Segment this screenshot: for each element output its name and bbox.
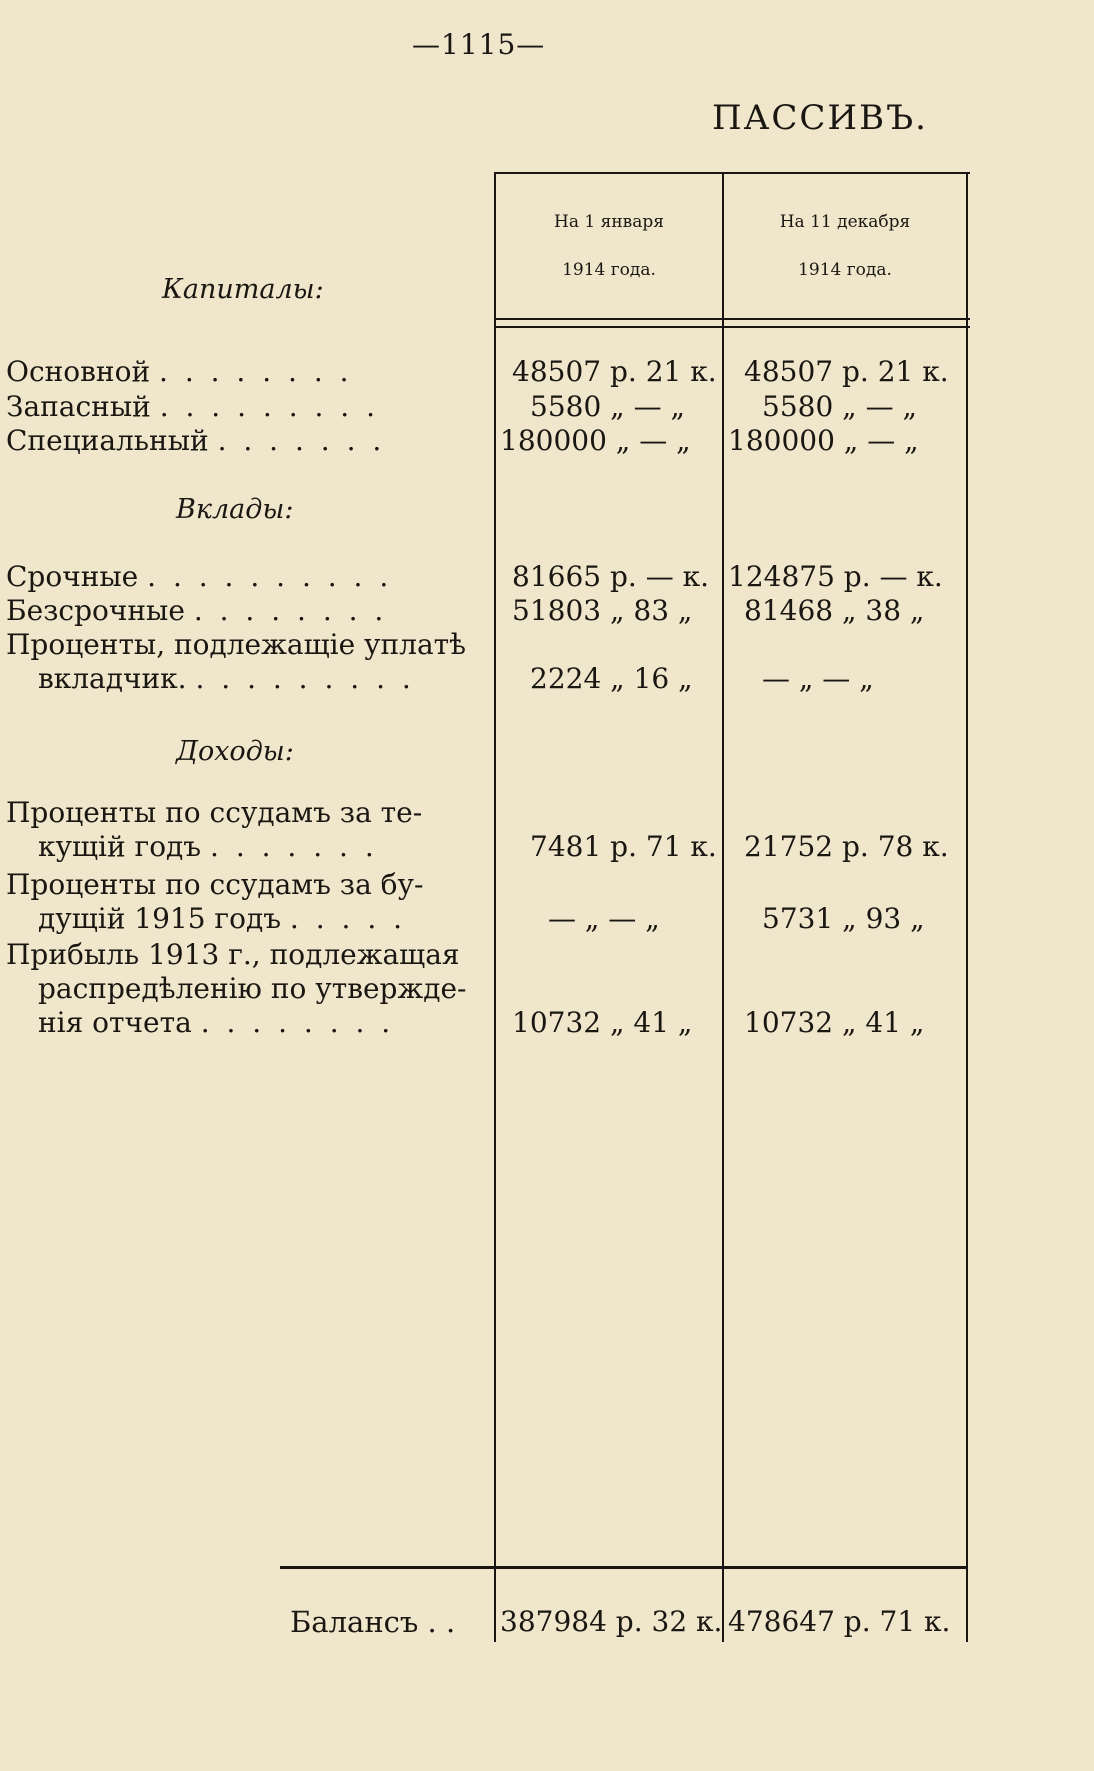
col1-header-line2: 1914 года.: [562, 260, 656, 280]
cell-bezsrochnye-jan: 51803 „ 83 „: [512, 594, 693, 627]
row-label-procenty-tek-1: Проценты по ссудамъ за те-: [6, 796, 423, 829]
cell-osnovnoy-dec: 48507 р. 21 к.: [744, 355, 949, 388]
page-number: —1115—: [412, 28, 546, 61]
category-capitals: Капиталы:: [162, 274, 324, 305]
cell-osnovnoy-jan: 48507 р. 21 к.: [512, 355, 717, 388]
section-title: ПАССИВЪ.: [712, 98, 928, 138]
cell-specialny-jan: 180000 „ — „: [500, 424, 691, 457]
cell-srochnye-jan: 81665 р. — к.: [512, 560, 709, 593]
header-double-rule-2: [494, 326, 970, 328]
row-label-specialny: Специальный . . . . . . .: [6, 424, 386, 457]
balance-rule: [280, 1566, 968, 1569]
column-rule-right: [966, 172, 968, 1642]
row-label-pribyl-2: распредѣленію по утвержде-: [38, 972, 467, 1005]
column-rule-left: [494, 172, 496, 1642]
cell-specialny-dec: 180000 „ — „: [728, 424, 919, 457]
category-deposits: Вклады:: [176, 494, 294, 525]
header-double-rule-1: [494, 318, 970, 320]
row-label-zapasny: Запасный . . . . . . . . .: [6, 390, 380, 423]
row-label-procenty-bud-1: Проценты по ссудамъ за бу-: [6, 868, 424, 901]
cell-procenty-bud-jan: — „ — „: [548, 902, 660, 935]
cell-zapasny-jan: 5580 „ — „: [530, 390, 685, 423]
balance-label: Балансъ . .: [290, 1605, 456, 1639]
row-label-osnovnoy: Основной . . . . . . . .: [6, 355, 353, 388]
balance-jan: 387984 р. 32 к.: [500, 1605, 723, 1638]
col2-header-line2: 1914 года.: [798, 260, 892, 280]
cell-procenty-tek-dec: 21752 р. 78 к.: [744, 830, 949, 863]
row-label-pribyl-1: Прибыль 1913 г., подлежащая: [6, 938, 460, 971]
cell-procenty-bud-dec: 5731 „ 93 „: [762, 902, 925, 935]
cell-procenty-tek-jan: 7481 р. 71 к.: [530, 830, 717, 863]
cell-procenty-uplate-jan: 2224 „ 16 „: [530, 662, 693, 695]
col2-header-line1: На 11 декабря: [779, 212, 911, 232]
row-label-pribyl-3: нія отчета . . . . . . . .: [38, 1006, 395, 1039]
column-rule-middle: [722, 172, 724, 1642]
cell-pribyl-dec: 10732 „ 41 „: [744, 1006, 925, 1039]
balance-dec: 478647 р. 71 к.: [728, 1605, 951, 1638]
cell-zapasny-dec: 5580 „ — „: [762, 390, 917, 423]
cell-bezsrochnye-dec: 81468 „ 38 „: [744, 594, 925, 627]
cell-srochnye-dec: 124875 р. — к.: [728, 560, 943, 593]
row-label-procenty-uplate-1: Проценты, подлежащіе уплатѣ: [6, 628, 467, 661]
col1-header-line1: На 1 января: [554, 212, 664, 232]
row-label-procenty-uplate-2: вкладчик. . . . . . . . . .: [38, 662, 415, 695]
table-top-rule: [494, 172, 970, 174]
category-income: Доходы:: [176, 736, 294, 767]
row-label-srochnye: Срочные . . . . . . . . . .: [6, 560, 393, 593]
cell-pribyl-jan: 10732 „ 41 „: [512, 1006, 693, 1039]
row-label-bezsrochnye: Безсрочные . . . . . . . .: [6, 594, 388, 627]
row-label-procenty-tek-2: кущій годъ . . . . . . .: [38, 830, 378, 863]
cell-procenty-uplate-dec: — „ — „: [762, 662, 874, 695]
row-label-procenty-bud-2: дущій 1915 годъ . . . . .: [38, 902, 407, 935]
